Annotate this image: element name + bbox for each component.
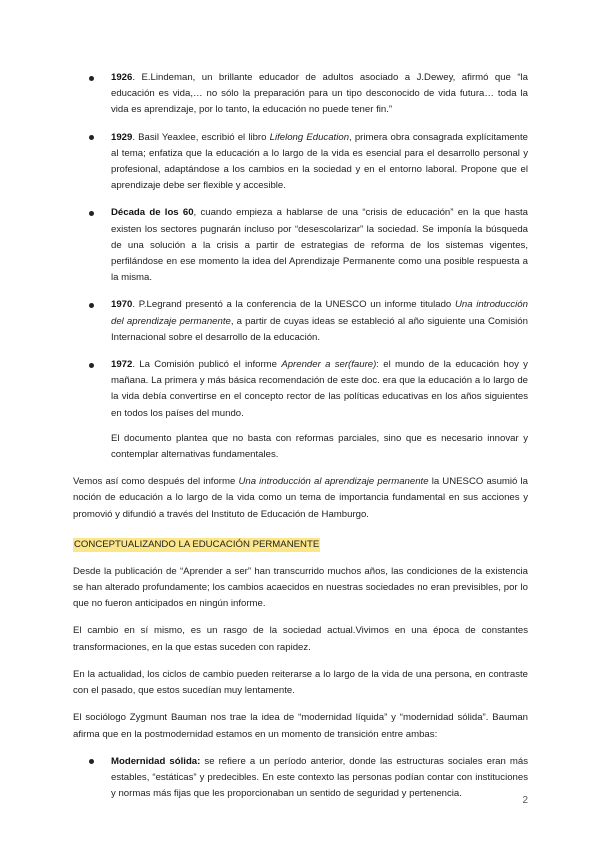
paragraph: Desde la publicación de “Aprender a ser” han transcurrido muchos años, las condiciones de la existencia se han alterado profundamente; los cambios acaecidos en nuestras sociedades no eran previsibles, por lo que no fueron anticipados en ningún informe. — [73, 565, 528, 610]
bullet-text: . Basil Yeaxlee, escribió el libro — [132, 131, 270, 143]
section-heading: CONCEPTUALIZANDO LA EDUCACIÓN PERMANENTE — [74, 538, 320, 550]
bullet-text: , primera obra consagrada explícitamente al tema; enfatiza que la educación a lo largo de la vida es esencial para el desarrollo personal y profesional, adaptándose a los cambios en la sociedad y en el entorno laboral. Propone que el aprendizaje debe ser flexible y accesible. — [111, 131, 528, 192]
modernity-bullet-list — [73, 754, 528, 803]
report-title: Aprender a ser(faure) — [281, 359, 377, 371]
bullet-text: . E.Lindeman, un brillante educador de adultos asociado a J.Dewey, afirmó que “la educación es vida,… no sólo la preparación para un tipo desconocido de vida futura… toda la vida es aprendizaje, por lo tanto, la educación no puede tener fin.” — [111, 72, 528, 116]
bullet-text: , a partir de cuyas ideas se estableció al año siguiente una Comisión Internacional sobre el desarrollo de la educación. — [111, 315, 528, 343]
bullet-year: 1926 — [111, 72, 133, 83]
bullet-term: Modernidad sólida: — [111, 755, 201, 767]
bullet-year: Década de los 60 — [111, 207, 194, 219]
bullet-text: , cuando empieza a hablarse de una “crisis de educación” en la que hasta existen los sectores pugnarán incluso por “desescolarizar” la sociedad. Se imponía la búsqueda de una solución a la crisis a partir de estrategias de reforma de los sistemas vigentes, perfilándose en ese momento la idea del Aprendizaje Permanente como una posible respuesta a la misma. — [111, 207, 528, 284]
bullet-1970 — [73, 297, 528, 346]
paragraph: El cambio en sí mismo, es un rasgo de la sociedad actual.Vivimos en una época de constantes transformaciones, en la que estas suceden con rapidez. — [73, 625, 528, 653]
history-bullet-list — [73, 70, 528, 422]
bullet-decada-60 — [73, 205, 528, 286]
bullet-text: se refiere a un período anterior, donde las estructuras sociales eran más estables, “estáticas” y predecibles. En este contexto las personas podían contar con instituciones y normas más fijas que les proporcionaban un sentido de seguridad y pertenencia. — [111, 755, 528, 800]
section-heading-wrapper — [73, 534, 528, 564]
bullet-text: : el mundo de la educación hoy y mañana. La primera y más básica recomendación de este doc. era que la educación a lo largo de la vida debía convertirse en el concepto rector de las políticas educativas en los años siguientes en todos los países del mundo. — [111, 359, 528, 419]
bullet-1972 — [73, 357, 528, 422]
paragraph-text: la UNESCO asumió la noción de educación a lo largo de la vida como un tema de importancia fundamental en sus acciones y promovió y difundió a través del Instituto de Educación de Hamburgo. — [73, 476, 528, 520]
page-number: 2 — [522, 795, 528, 806]
bullet-modernidad-solida — [73, 754, 528, 803]
bullet-1926 — [73, 70, 528, 119]
bullet-year: 1970 — [111, 299, 133, 311]
book-title: Lifelong Education — [269, 131, 350, 143]
paragraph: En la actualidad, los ciclos de cambio pueden reiterarse a lo largo de la vida de una persona, en contraste con el pasado, que estos sucedían muy lentamente. — [73, 668, 528, 697]
bullet-text: . La Comisión publicó el informe — [132, 359, 282, 371]
paragraph: El sociólogo Zygmunt Bauman nos trae la idea de “modernidad líquida” y “modernidad sólida”. Bauman afirma que en la postmodernidad estamos en un momento de transición entre ambas: — [73, 712, 528, 740]
paragraph-unesco — [73, 474, 528, 523]
bullet-text: . P.Legrand presentó a la conferencia de la UNESCO un informe titulado — [132, 299, 455, 311]
report-title: Una introducción al aprendizaje permanente — [238, 476, 429, 488]
report-title: Una introducción del aprendizaje permanente — [111, 299, 528, 327]
bullet-1929 — [73, 130, 528, 195]
document-page — [73, 70, 528, 813]
paragraph-text: Vemos así como después del informe — [73, 476, 239, 488]
indented-paragraph: El documento plantea que no basta con reformas parciales, sino que es necesario innovar y contemplar alternativas fundamentales. — [111, 432, 528, 461]
bullet-year: 1972 — [111, 359, 133, 371]
bullet-year: 1929 — [111, 131, 133, 143]
